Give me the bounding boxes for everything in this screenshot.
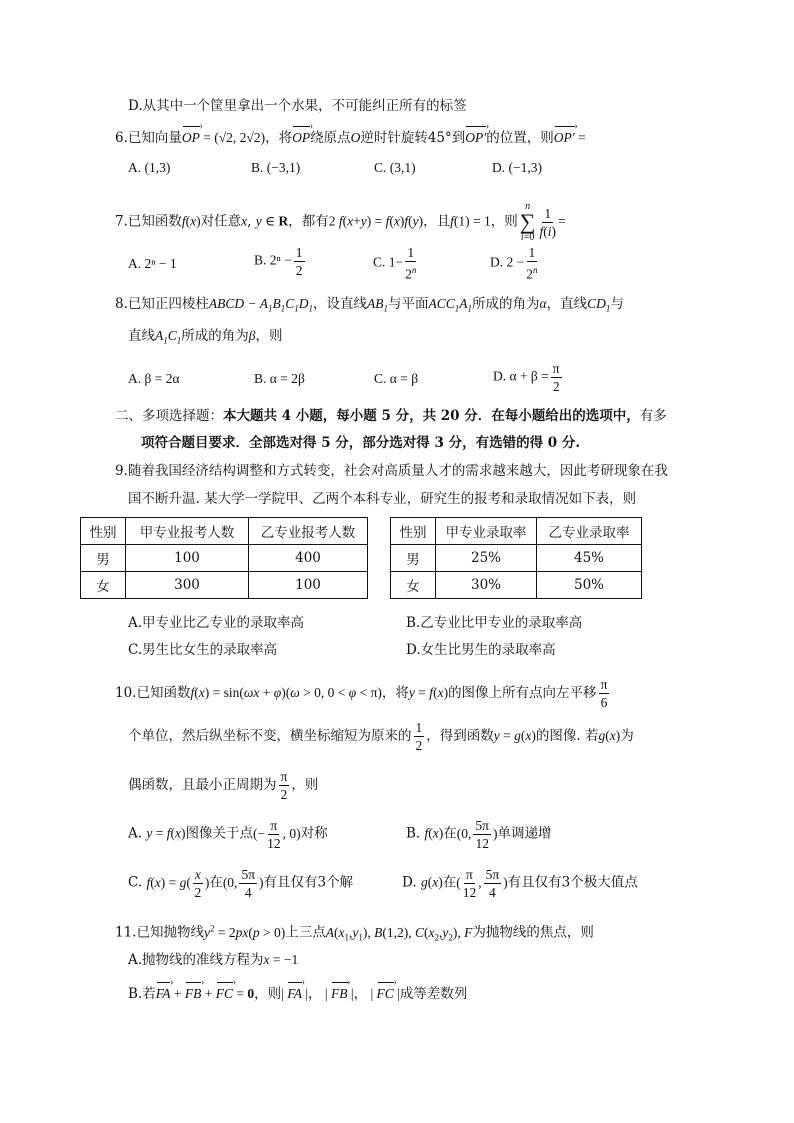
q10-text: ，则: [291, 777, 319, 793]
table-row: [391, 572, 642, 599]
q8-d-text: D. α + β =: [493, 368, 549, 384]
q11-text: 上三点: [285, 924, 326, 941]
table-cell: 400: [249, 545, 368, 572]
q9-option-c: C.男生比女生的录取率高: [128, 642, 278, 658]
q10-text: 的图像. 若: [535, 728, 599, 744]
q9-option-a: A.甲专业比乙专业的录取率高: [128, 615, 305, 631]
table-header-cell: 性别: [81, 518, 126, 545]
q6-text: ，将: [265, 130, 293, 146]
table-cell: 女: [391, 572, 436, 599]
table-header-cell: 甲专业录取率: [436, 518, 537, 545]
q10-option-c: C. f(x) = g( $\frac{x}{2}$ )在(0, $\frac{5\pi}{4}$ )有且仅有3个解: [128, 867, 354, 900]
q10-c-label: C.: [128, 874, 143, 891]
q11-b-text: 成等差数列: [399, 986, 468, 1002]
sigma-symbol: n ∑ i=0: [519, 201, 536, 243]
question-9-line2: 国不断升温. 某大学一学院甲、乙两个本科专业，研究生的报考和录取情况如下表，则: [128, 491, 637, 507]
q10-text: 为: [620, 728, 634, 744]
table-cell: 100: [126, 545, 249, 572]
q8-option-a: A. β = 2α: [128, 371, 180, 386]
q8-option-c: C. α = β: [374, 371, 419, 386]
q10-option-d: D. g(x)在( $\frac{\pi}{12}$ , $\frac{5\pi}{4}$ )有且仅有3个极大值点: [402, 867, 638, 900]
q7-text: ，则: [490, 213, 518, 230]
q10-a-text: 对称: [300, 825, 328, 842]
q8-option-d: D. α + β = $\frac{\pi}{2}$: [493, 361, 560, 394]
q8-text: ，直线: [546, 296, 588, 312]
q11-text: 为抛物线的焦点，则: [472, 924, 594, 941]
q9-option-b: B.乙专业比甲专业的录取率高: [406, 615, 583, 631]
table-cell: 男: [81, 545, 126, 572]
q10-d-text: 在: [442, 874, 457, 891]
table-row: [391, 545, 642, 572]
q10-text: 个单位，然后纵坐标不变，横坐标缩短为原来的: [128, 728, 412, 744]
question-10-stem: 10.已知函数f(x) = sin(ωx + φ)(ω > 0, 0 < φ < π)，将y = f(x)的图像上所有点向左平移 $\frac{\pi}{6}$: [115, 677, 608, 710]
q10-option-a: A. y = f(x)图像关于点(− $\frac{\pi}{12}$ , 0)对称: [128, 818, 328, 851]
section-2-heading: [115, 406, 667, 426]
section-2-line2: 项符合题目要求．全部选对得 5 分，部分选对得 3 分，有选错的得 0 分.: [141, 435, 581, 451]
q6-text: 绕原点: [310, 130, 351, 146]
q8-text: 与平面: [388, 296, 429, 312]
table-header-row: [81, 518, 368, 545]
q8-text: ，设直线: [313, 296, 368, 312]
question-8-line2: 直线$A_1C_1$所成的角为β，则: [128, 328, 283, 346]
table-header-cell: 甲专业报考人数: [126, 518, 249, 545]
q9-option-d: D.女生比男生的录取率高: [406, 642, 556, 658]
question-6-stem: 6.已知向量OP › = (√2, 2√2)，将OP ›绕原点O逆时针旋转45°到OP′ ›的位置，则OP′ › =: [115, 128, 586, 148]
q11-option-a: A.抛物线的准线方程为x = −1: [128, 952, 299, 968]
q8-text: 直线: [128, 328, 155, 344]
table-cell: 300: [126, 572, 249, 599]
table-cell: 男: [391, 545, 436, 572]
q10-b-label: B.: [406, 825, 421, 842]
q6-text: 逆时针旋转45°到: [360, 130, 466, 146]
q10-c-text: 在: [209, 874, 223, 891]
q7-text: ，且: [423, 213, 451, 230]
q10-c-text: 有且仅有3个解: [263, 874, 354, 891]
q7-text: 对任意: [200, 213, 242, 230]
q5-option-d: D.从其中一个筐里拿出一个水果，不可能纠正所有的标签: [128, 98, 467, 114]
q11-b-text: B.若: [128, 986, 156, 1002]
table-header-cell: 乙专业录取率: [537, 518, 642, 545]
q10-text: ，将: [381, 685, 409, 701]
q10-text: ，得到函数: [426, 728, 494, 744]
question-7-stem: 7.已知函数f(x)对任意x, y ∈ R，都有2 f(x+y) = f(x)f(y)，且f(1) = 1，则 n ∑ i=0 $\frac{1}{f(i)}$ =: [115, 201, 566, 243]
q6-option-b: B. (−3,1): [251, 160, 301, 175]
q8-text: ，则: [255, 328, 283, 344]
q7-c-text: C. 1−: [373, 254, 404, 270]
table-cell: 50%: [537, 572, 642, 599]
question-8-stem: 8.已知正四棱柱ABCD − $A_1B_1C_1D_1$，设直线$AB_1$与平面$ACC_1A_1$所成的角为α，直线$CD_1$与: [115, 296, 624, 314]
q7-option-b: B. 2ⁿ − $\frac{1}{2}$: [254, 245, 303, 278]
section-2-rules-tail: 有多: [639, 408, 667, 424]
table-cell: 100: [249, 572, 368, 599]
q6-option-a: A. (1,3): [128, 160, 171, 175]
q10-text: 10.已知函数: [115, 685, 191, 701]
table-row: [81, 572, 368, 599]
table-cell: 30%: [436, 572, 537, 599]
question-9-line1: 9.随着我国经济结构调整和方式转变，社会对高质量人才的需求越来越大，因此考研现象在我: [115, 463, 668, 479]
admission-rate-table: [390, 517, 642, 599]
q10-option-b: B. f(x)在(0, $\frac{5\pi}{12}$ )单调递增: [406, 818, 552, 851]
q11-a-text: A.抛物线的准线方程为: [128, 952, 264, 968]
section-2-title: 二、多项选择题：: [115, 408, 223, 424]
q10-text: 偶函数，且最小正周期为: [128, 777, 277, 793]
q6-option-d: D. (−1,3): [492, 160, 542, 175]
q7-text: ，都有: [288, 213, 329, 230]
q7-text: 7.已知函数: [115, 213, 182, 230]
q11-option-b: B.若FA › + FB › + FC › = 0，则| FA › |， | FB › |， | FC › |成等差数列: [128, 984, 467, 1004]
q10-a-text: 图像关于点: [185, 825, 253, 842]
q10-d-text: 有且仅有3个极大值点: [507, 874, 638, 891]
section-2-rules: 本大题共 4 小题，每小题 5 分，共 20 分．在每小题给出的选项中，: [223, 408, 640, 424]
table-cell: 女: [81, 572, 126, 599]
table-cell: 25%: [436, 545, 537, 572]
table-row: [81, 545, 368, 572]
q10-b-text: 单调递增: [497, 825, 552, 842]
q10-a-label: A.: [128, 825, 143, 842]
q7-option-d: D. 2 − $\frac{1}{2^n}$: [490, 245, 538, 282]
q8-text: 所成的角为: [472, 296, 540, 312]
q11-b-text: ，则: [254, 986, 282, 1002]
q10-b-text: 在: [443, 825, 457, 842]
q8-text: 8.已知正四棱柱: [115, 296, 209, 312]
q6-text: 6.已知向量: [115, 130, 182, 146]
q7-option-a: A. 2ⁿ − 1: [128, 256, 177, 271]
question-10-line2: 个单位，然后纵坐标不变，横坐标缩短为原来的 $\frac{1}{2}$ ，得到函数y = g(x)的图像. 若g(x)为: [128, 720, 634, 753]
q6-text: 的位置，则: [486, 130, 554, 146]
q6-option-c: C. (3,1): [374, 160, 416, 175]
q10-d-label: D.: [402, 874, 417, 891]
q7-option-c: C. 1− $\frac{1}{2^n}$: [373, 245, 417, 282]
table-cell: 45%: [537, 545, 642, 572]
q8-option-b: B. α = 2β: [254, 371, 305, 386]
question-10-line3: 偶函数，且最小正周期为 $\frac{\pi}{2}$ ，则: [128, 769, 319, 802]
q8-text: 所成的角为: [181, 328, 249, 344]
q10-text: 的图像上所有点向左平移: [448, 685, 597, 701]
q8-text: 与: [610, 296, 624, 312]
table-header-cell: 乙专业报考人数: [249, 518, 368, 545]
q7-b-text: B. 2ⁿ −: [254, 252, 292, 268]
applicants-table: [80, 517, 368, 599]
table-header-row: [391, 518, 642, 545]
q7-d-text: D. 2 −: [490, 254, 525, 270]
q11-text: 11.已知抛物线: [115, 924, 204, 941]
table-header-cell: 性别: [391, 518, 436, 545]
question-11-stem: 11.已知抛物线$y^2 = 2px(p > 0)$上三点$A(x_1,y_1)$, B(1,2), $C(x_2,y_2)$, F为抛物线的焦点，则: [115, 923, 594, 943]
